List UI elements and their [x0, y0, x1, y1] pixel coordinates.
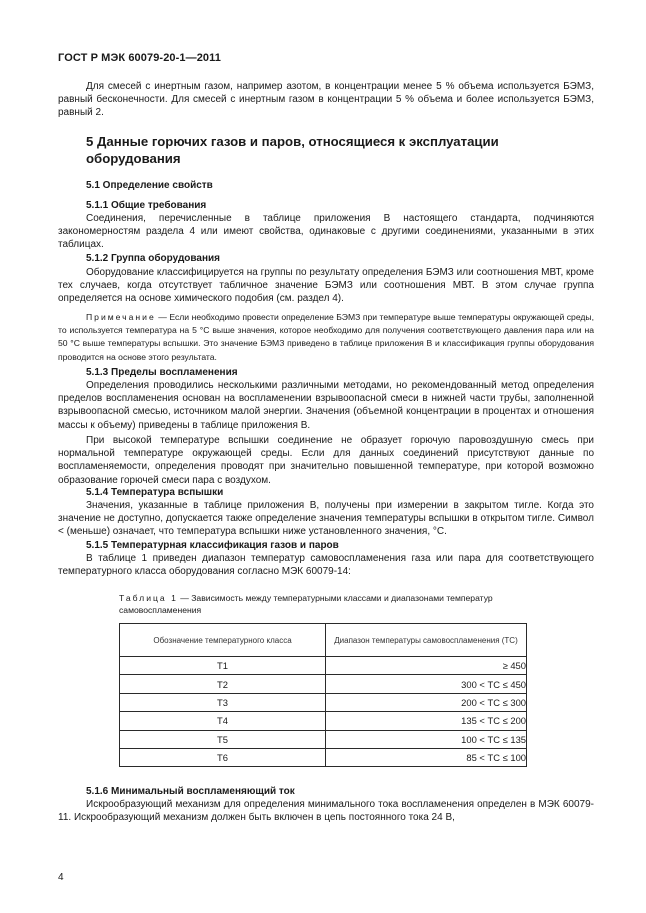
section-5-1-2-title: 5.1.2 Группа оборудования	[86, 253, 221, 264]
range-cell: 85 < ТС ≤ 100	[326, 748, 527, 766]
section-5-1-3-title: 5.1.3 Пределы воспламенения	[86, 367, 238, 378]
section-5-1-5-title: 5.1.5 Температурная классификация газов и паров	[86, 540, 339, 551]
column-header-class: Обозначение температурного класса	[120, 624, 326, 657]
class-cell: T5	[120, 730, 326, 748]
section-5-1-5-text: В таблице 1 приведен диапазон температур самовоспламенения газа или пара для соответствующего температурного класса оборудования согласно МЭК 60079-14:	[58, 553, 594, 578]
table-row	[120, 730, 527, 748]
range-cell: 100 < ТС ≤ 135	[326, 730, 527, 748]
section-5-1-1-text: Соединения, перечисленные в таблице приложения В настоящего стандарта, подчиняются закономерностям раздела 4 или имеют свойства, одинаковые с другими соединениями, указанными в этих таблицах.	[58, 213, 594, 251]
intro-paragraph: Для смесей с инертным газом, например азотом, в концентрации менее 5 % объема используется БЭМЗ, равный бесконечности. Для смесей с инертным газом в концентрации 5 % объема и более используется БЭМЗ, равный 2.	[58, 81, 594, 119]
range-cell: 300 < ТС ≤ 450	[326, 675, 527, 693]
table-row	[120, 675, 527, 693]
page-number: 4	[58, 872, 64, 883]
table-row	[120, 693, 527, 711]
section-5-1-title: 5.1 Определение свойств	[86, 180, 213, 191]
section-5-1-2-text: Оборудование классифицируется на группы по результату определения БЭМЗ или соотношения МВТ, кроме тех случаев, когда отсутствует табличное значение БЭМЗ или соотношения МВТ. В этом случае группа определяется на основе химического подобия (см. раздел 4).	[58, 267, 594, 305]
range-cell: 135 < ТС ≤ 200	[326, 712, 527, 730]
table-caption	[119, 592, 539, 616]
column-header-range: Диапазон температуры самовоспламенения (ТС)	[326, 624, 527, 657]
table-label: Таблица 1	[119, 593, 178, 603]
section-5-1-4-text: Значения, указанные в таблице приложения В, получены при измерении в закрытом тигле. Когда это значение не доступно, допускается также определение значения температуры вспышки в открытом тигле. Символ < (меньше) означает, что температура вспышки ниже установленного значения, °С.	[58, 500, 594, 538]
section-5-1-3-text-2: При высокой температуре вспышки соединение не образует горючую паровоздушную смесь при нормальной температуре окружающей среды. Если для данных соединений присутствуют данные по воспламеняемости, определения проводят при значительно повышенной температуре, при которой возможно образование горючей смеси пара с воздухом.	[58, 435, 594, 486]
class-cell: T3	[120, 693, 326, 711]
table-caption-text: — Зависимость между температурными классами и диапазонами температур самовоспламенения	[119, 593, 493, 616]
section-5-title: 5 Данные горючих газов и паров, относящиеся к эксплуатации оборудования	[86, 134, 499, 166]
section-5-1-4-title: 5.1.4 Температура вспышки	[86, 487, 224, 498]
document-header: ГОСТ Р МЭК 60079-20-1—2011	[58, 52, 221, 64]
note-label: Примечание	[86, 312, 156, 322]
class-cell: T1	[120, 657, 326, 675]
range-cell: 200 < ТС ≤ 300	[326, 693, 527, 711]
note-text: — Если необходимо провести определение БЭМЗ при температуре выше температуры окружающей среды, то используется температура на 5 °С выше значения, которое необходимо для получения соответствующего давления пара или на 50 °С выше температуры вспышки. Это значение БЭМЗ приведено в таблице приложения В и классификация группы оборудования проводится на основе этого результата.	[58, 312, 594, 362]
section-5-1-6-title: 5.1.6 Минимальный воспламеняющий ток	[86, 786, 295, 797]
table-row	[120, 657, 527, 675]
class-cell: T4	[120, 712, 326, 730]
class-cell: T2	[120, 675, 326, 693]
table-row	[120, 748, 527, 766]
section-5-1-6-text: Искрообразующий механизм для определения минимального тока воспламенения определен в МЭК 60079-11. Искрообразующий механизм должен быть включен в цепь постоянного тока 24 В,	[58, 799, 594, 824]
range-cell: ≥ 450	[326, 657, 527, 675]
section-5-1-1-title: 5.1.1 Общие требования	[86, 200, 207, 211]
section-5-1-3-text-1: Определения проводились несколькими различными методами, но рекомендованный метод определения пределов воспламенения основан на воспламенении взрывоопасной смеси в нижней части трубы, заполненной взрывоопасной смесью, источником малой энергии. Значения (объемной концентрации в процентах и отношения массы к объему) приведены в таблице приложения В.	[58, 380, 594, 431]
note-paragraph	[58, 311, 594, 364]
table-header-row	[120, 624, 527, 657]
table-row	[120, 712, 527, 730]
class-cell: T6	[120, 748, 326, 766]
temperature-class-table	[119, 623, 527, 767]
